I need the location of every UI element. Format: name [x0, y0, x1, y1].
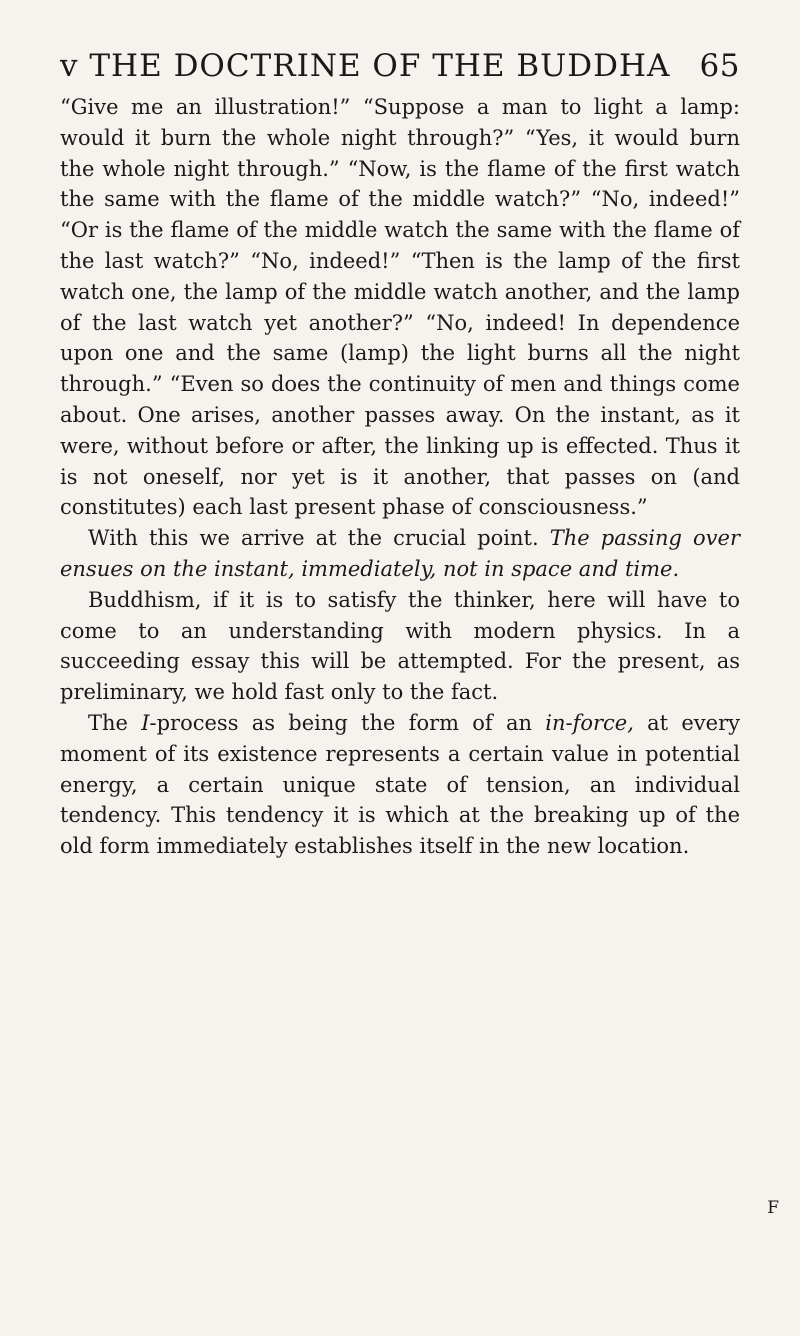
body-text [60, 92, 740, 862]
chapter-numeral: v [60, 48, 79, 84]
paragraph-crucial-point [60, 523, 740, 585]
i-process-mid: -process as being the form of an [149, 710, 532, 735]
signature-mark: F [767, 1198, 780, 1218]
page-number: 65 [699, 48, 740, 84]
i-process-letter: I [141, 710, 150, 735]
crucial-point-italic: The passing over ensues on the instant, immediately, not in space and time. [60, 526, 740, 581]
book-page [60, 40, 740, 1300]
running-head [60, 40, 740, 86]
paragraph-physics: Buddhism, if it is to satisfy the thinker, here will have to come to an understanding with modern physics. In a succeeding essay this will be attempted. For the present, as preliminary, we hold fast only to the fact. [60, 587, 740, 705]
running-head-title [60, 46, 670, 86]
crucial-point-lead: With this we arrive at the crucial point. [88, 526, 539, 551]
i-process-post: at every moment of its existence represents a certain value in potential energy, a certain unique state of tension, an individual tendency. This tendency it is which at the breaking up of the old form immediately establishes itself in the new location. [60, 710, 740, 859]
i-process-pre: The [88, 710, 128, 735]
paragraph-dialogue: “Give me an illustration!” “Suppose a man to light a lamp: would it burn the whole night through?” “Yes, it would burn the whole night through.” “Now, is the flame of the first watch the same with the flame of the middle watch?” “No, indeed!” “Or is the flame of the middle watch the same with the flame of the last watch?” “No, indeed!” “Then is the lamp of the first watch one, the lamp of the middle watch another, and the lamp of the last watch yet another?” “No, indeed! In dependence upon one and the same (lamp) the light burns all the night through.” “Even so does the continuity of men and things come about. One arises, another passes away. On the instant, as it were, without before or after, the linking up is effected. Thus it is not oneself, nor yet is it another, that passes on (and constitutes) each last present phase of consciousness.” [60, 95, 740, 520]
book-title: THE DOCTRINE OF THE BUDDHA [89, 48, 671, 84]
in-force-term: in-force, [545, 710, 634, 735]
paragraph-i-process [60, 708, 740, 862]
